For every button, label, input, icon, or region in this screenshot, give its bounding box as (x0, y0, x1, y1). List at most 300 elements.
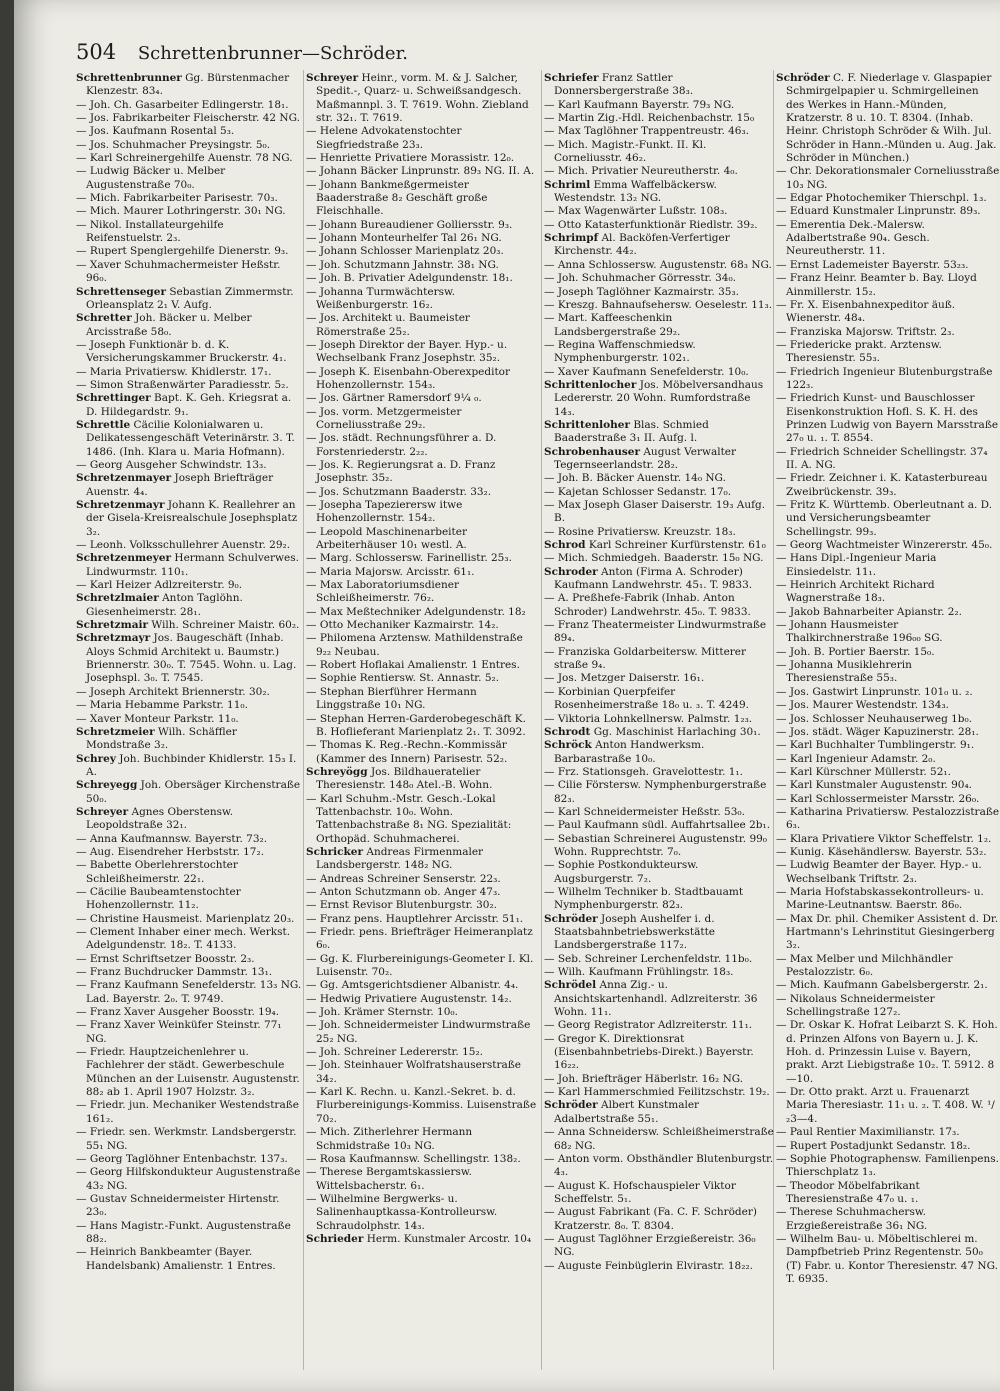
directory-entry (76, 259, 302, 286)
directory-entry (306, 312, 538, 339)
entry-surname: Schrieder (306, 1232, 364, 1245)
entry-surname: Schretzmeier (76, 725, 155, 738)
entry-text: — Jos. vorm. Metzgermeister Corneliusstraße 29₂. (306, 405, 462, 431)
directory-entry (306, 953, 538, 980)
directory-entry (776, 993, 1000, 1020)
entry-text: — Anton Schutzmann ob. Anger 47₃. (306, 885, 501, 898)
entry-text: — Therese Bergamtskassiersw. Wittelsbacherstr. 6₁. (306, 1166, 472, 1192)
directory-entry (776, 326, 1000, 339)
directory-entry (544, 112, 774, 125)
directory-entry (776, 726, 1000, 739)
entry-text: — Otto Mechaniker Kazmairstr. 14₂. (306, 619, 499, 632)
directory-entry (76, 286, 302, 313)
directory-entry (544, 179, 774, 206)
entry-text: — Friedr. pens. Briefträger Heimeranplatz 6₀. (306, 926, 533, 952)
directory-entry (776, 366, 1000, 393)
entry-text: — Joh. B. Bäcker Auenstr. 14₀ NG. (544, 472, 726, 485)
directory-entry (306, 1046, 538, 1059)
directory-entry (776, 793, 1000, 806)
entry-text: — Jos. Gastwirt Linprunstr. 101₀ u. ₂. (776, 685, 973, 698)
entry-text: — Friedrich Schneider Schellingstr. 37₄ II. A. NG. (776, 445, 988, 471)
entry-text: — Wilhelmine Bergwerks- u. Salinenhauptkassa-Kontrolleursw. Schraudolphstr. 14₃. (306, 1192, 498, 1232)
directory-entry (76, 366, 302, 379)
directory-entry (776, 1153, 1000, 1180)
entry-text: — Mart. Kaffeeschenkin Landsbergerstraße 29₂. (544, 312, 681, 338)
entry-text: — Rupert Spenglergehilfe Dienerstr. 9₃. (76, 245, 289, 258)
directory-entry (306, 165, 538, 178)
entry-text: — Joh. Schreiner Ledererstr. 15₂. (306, 1046, 483, 1059)
entry-text: — Rosa Kaufmannsw. Schellingstr. 138₂. (306, 1152, 521, 1165)
entry-text: Jos. Bildhaueratelier Theresienstr. 148₀ Atel.-B. Wohn. (316, 765, 493, 792)
entry-text: — Xaver Schuhmachermeister Heßstr. 96₀. (76, 258, 281, 285)
directory-entry (306, 913, 538, 926)
entry-text: — Jos. Gärtner Ramersdorf 9¼ ₀. (306, 392, 482, 405)
entry-text: — Fritz K. Württemb. Oberleutnant a. D. und Versicherungsbeamter Schellingstr. 99₃. (776, 499, 993, 538)
directory-entry (776, 205, 1000, 218)
directory-entry (76, 1046, 302, 1099)
directory-entry (776, 1206, 1000, 1233)
entry-text: — Fr. X. Eisenbahnexpeditor äuß. Wienerstr. 48₄. (776, 298, 956, 325)
directory-entry (306, 1006, 538, 1019)
entry-text: — Georg Registrator Adlzreiterstr. 11₁. (544, 1019, 753, 1032)
directory-entry (776, 619, 1000, 646)
directory-entry (76, 753, 302, 780)
entry-text: — Thomas K. Reg.-Rechn.-Kommissär (Kammer des Innern) Parisestr. 52₂. (306, 739, 508, 765)
directory-entry (776, 579, 1000, 606)
entry-surname: Schreyögg (306, 765, 368, 778)
directory-entry (544, 299, 774, 312)
entry-text: — Ludwig Beamter der Bayer. Hyp.- u. Wechselbank Triftstr. 2₃. (776, 859, 982, 885)
entry-text: — Stephan Herren-Garderobegeschäft K. B. Hoflieferant Marienplatz 2₁. T. 3092. (306, 712, 526, 738)
directory-entry (76, 1193, 302, 1220)
entry-text: — Therese Schuhmachersw. Erzgießereistraße 36₁ NG. (776, 1206, 928, 1232)
entry-text: — Max Meßtechniker Adelgundenstr. 18₂ (306, 605, 526, 618)
directory-entry (776, 539, 1000, 552)
entry-text: Andreas Firmenmaler Landsbergerstr. 148₂ NG. (316, 845, 484, 872)
directory-entry (76, 886, 302, 913)
directory-entry (306, 366, 538, 393)
directory-entry (544, 219, 774, 232)
entry-text: — Kreszg. Bahnaufsehersw. Oeselestr. 11₃. (544, 298, 773, 311)
column-3 (544, 72, 774, 1384)
directory-entry (76, 1153, 302, 1166)
directory-entry (776, 806, 1000, 833)
entry-text: Karl Schreiner Kurfürstenstr. 61₀ (588, 539, 766, 552)
entry-text: — Max Laboratoriumsdiener Schleißheimerstr. 76₂. (306, 579, 459, 605)
entry-text: — Babette Oberlehrerstochter Schleißheimerstr. 22₁. (76, 859, 238, 885)
entry-surname: Schricker (306, 845, 364, 858)
entry-text: — Franz Heinr. Beamter b. Bay. Lloyd Ainmillerstr. 15₂. (776, 272, 977, 298)
directory-entry (776, 953, 1000, 980)
directory-entry (544, 966, 774, 979)
directory-entry (544, 859, 774, 886)
directory-entry (76, 219, 302, 246)
entry-text: — Marg. Schlossersw. Farinellistr. 25₃. (306, 552, 512, 565)
entry-text: Agnes Oberstensw. Leopoldstraße 32₁. (86, 805, 234, 832)
entry-text: Joh. Bäcker u. Melber Arcisstraße 58₀. (86, 312, 252, 338)
directory-entry (544, 125, 774, 138)
directory-entry (544, 806, 774, 819)
directory-entry (544, 739, 774, 766)
entry-text: — Leopold Maschinenarbeiter Arbeiterhäuser 10₁ westl. A. (306, 525, 467, 552)
entry-surname: Schrettle (76, 418, 131, 431)
directory-entry (544, 646, 774, 673)
entry-surname: Schretzenmeyer (76, 552, 172, 565)
entry-text: — Karl Ingenieur Adamstr. 2₀. (776, 752, 936, 765)
entry-text: — Georg Taglöhner Entenbachstr. 137₃. (76, 1152, 288, 1165)
entry-surname: Schrettenbrunner (76, 72, 182, 84)
directory-entry (544, 499, 774, 526)
directory-entry (76, 339, 302, 366)
directory-entry (544, 1073, 774, 1086)
entry-text: — Christine Hausmeist. Marienplatz 20₃. (76, 912, 295, 925)
entry-surname: Schrod (544, 539, 586, 552)
directory-entry (544, 1206, 774, 1233)
entry-text: — Georg Hilfskondukteur Augustenstraße 43₂ NG. (76, 1166, 301, 1192)
directory-entry (776, 606, 1000, 619)
entry-text: — Joh. Schneidermeister Lindwurmstraße 25₂ NG. (306, 1019, 531, 1045)
entry-text: — Sebastian Schreinerei Augustenstr. 99₀ Wohn. Rupprechtstr. 7₀. (544, 832, 768, 858)
directory-entry (544, 286, 774, 299)
directory-entry (76, 539, 302, 552)
directory-entry (544, 833, 774, 860)
entry-text: — Jos. städt. Wäger Kapuzinerstr. 28₁. (776, 725, 979, 738)
entry-text: Heinr., vorm. M. & J. Salcher, Spedit.-, Quarz- u. Schweißsandgesch. Maßmannpl. 3. T. 7619. Wohn. Ziebland str. 32₁. T. 7619. (316, 72, 529, 125)
directory-entry (76, 472, 302, 499)
entry-text: — Sophie Postkondukteursw. Augsburgerstr. 7₂. (544, 859, 699, 885)
directory-entry (306, 993, 538, 1006)
entry-text: — Max Melber und Milchhändler Pestalozzistr. 6₀. (776, 952, 953, 979)
directory-entry (776, 699, 1000, 712)
entry-text: — Karl Kaufmann Bayerstr. 79₃ NG. (544, 98, 735, 111)
entry-text: Wilh. Schreiner Maistr. 60₂. (151, 619, 300, 632)
directory-entry (306, 713, 538, 740)
entry-text: — Gg. K. Flurbereinigungs-Geometer I. Kl. Luisenstr. 70₂. (306, 952, 534, 979)
directory-entry (306, 873, 538, 886)
entry-text: — Heinrich Architekt Richard Wagnerstraße 18₃. (776, 579, 935, 605)
entry-text: — Otto Katasterfunktionär Riedlstr. 39₂. (544, 218, 758, 231)
entry-text: — Wilh. Kaufmann Frühlingstr. 18₃. (544, 966, 734, 979)
directory-entry (306, 245, 538, 258)
directory-entry (544, 312, 774, 339)
directory-entry (306, 232, 538, 245)
entry-text: Albert Kunstmaler Adalbertstraße 55₁. (554, 1099, 700, 1125)
directory-entry (306, 579, 538, 606)
entry-text: Wilh. Schäffler Mondstraße 3₂. (86, 725, 237, 752)
directory-entry (76, 1246, 302, 1273)
directory-entry (306, 1233, 538, 1246)
entry-surname: Schrodt (544, 725, 591, 738)
directory-page (14, 0, 1000, 1391)
entry-surname: Schrettenseger (76, 285, 166, 298)
entry-text: Joh. Buchbinder Khidlerstr. 15₃ I. A. (86, 752, 297, 778)
entry-text: — Mich. Maurer Lothringerstr. 30₁ NG. (76, 205, 286, 218)
entry-text: Gg. Maschinist Harlaching 30₁. (593, 725, 761, 738)
directory-entry (776, 299, 1000, 326)
entry-surname: Schreyegg (76, 779, 138, 792)
directory-entry (76, 859, 302, 886)
entry-text: — Korbinian Querpfeifer Rosenheimerstraße 18₀ u. ₃. T. 4249. (544, 685, 749, 712)
entry-surname: Schröck (544, 739, 592, 752)
entry-text: — Maria Hofstabskassekontrolleurs- u. Marine-Leutnantsw. Baerstr. 86₀. (776, 885, 984, 912)
column-1 (76, 72, 302, 1384)
page-number: 504 (76, 40, 117, 64)
entry-text: Jos. Möbelversandhaus Ledererstr. 20 Wohn. Rumfordstraße 14₃. (554, 378, 764, 418)
entry-text: — Gregor K. Direktionsrat (Eisenbahnbetriebs-Direkt.) Bayerstr. 16₂₂. (544, 1032, 754, 1072)
directory-entry (776, 646, 1000, 659)
entry-text: — Franz Buchdrucker Dammstr. 13₁. (76, 966, 273, 979)
directory-entry (544, 672, 774, 685)
directory-entry (776, 753, 1000, 766)
directory-entry (544, 713, 774, 726)
entry-text: — Nikol. Installateurgehilfe Reifenstuelstr. 2₃. (76, 218, 224, 245)
entry-text: — Dr. Oskar K. Hofrat Leibarzt S. K. Hoh. d. Prinzen Alfons von Bayern u. J. K. Hoh. d. Prinzessin Luise v. Bayern, prakt. Arzt Liebigstraße 10₂. T. 5912. 8—10. (776, 1019, 998, 1085)
entry-text: — Franziska Goldarbeitersw. Mitterer straße 9₄. (544, 645, 747, 672)
entry-text: — Simon Straßenwärter Paradiesstr. 5₂. (76, 378, 289, 391)
entry-text: Anton Handwerksm. Barbarastraße 10₀. (554, 739, 705, 765)
directory-entry (776, 72, 1000, 165)
entry-text: — Karl Schlossermeister Marsstr. 26₀. (776, 792, 980, 805)
directory-entry (544, 446, 774, 473)
entry-surname: Schretzenmayr (76, 499, 165, 511)
directory-entry (776, 165, 1000, 192)
directory-entry (76, 953, 302, 966)
entry-text: — Karl Hammerschmied Feilitzschstr. 19₂. (544, 1086, 770, 1099)
entry-text: — Friedr. sen. Werkmstr. Landsbergerstr. 55₁ NG. (76, 1126, 297, 1152)
directory-entry (76, 632, 302, 685)
directory-entry (306, 766, 538, 793)
directory-entry (776, 446, 1000, 473)
directory-entry (76, 499, 302, 539)
directory-entry (544, 165, 774, 178)
entry-text: — August Fabrikant (Fa. C. F. Schröder) Kratzerstr. 8₀. T. 8304. (544, 1206, 757, 1232)
directory-entry (544, 379, 774, 419)
entry-text: — Georg Ausgeher Schwindstr. 13₃. (76, 458, 267, 471)
directory-entry (776, 499, 1000, 539)
entry-text: — Joh. Steinhauer Wolfratshauserstraße 34₂. (306, 1059, 521, 1085)
directory-entry (776, 192, 1000, 205)
directory-entry (544, 1153, 774, 1180)
entry-text: — Jos. Architekt u. Baumeister Römerstraße 25₂. (306, 312, 470, 338)
directory-entry (776, 392, 1000, 445)
entry-text: Joseph Briefträger Auenstr. 4₄. (86, 472, 274, 498)
column-divider (303, 70, 304, 1370)
directory-entry (776, 552, 1000, 579)
directory-entry (306, 152, 538, 165)
directory-entry (544, 99, 774, 112)
entry-text: — Hans Magistr.-Funkt. Augustenstraße 88₂. (76, 1219, 291, 1245)
entry-text: — Friedr. Hauptzeichenlehrer u. Fachlehrer der städt. Gewerbeschule München an der Luisenstr. Augustenstr. 88₂ ab 1. April 1907 Holzstr. 3₂. (76, 1046, 300, 1099)
entry-text: — Martin Zig.-Hdl. Reichenbachstr. 15₀ (544, 112, 755, 125)
entry-text: — Johann Bäcker Linprunstr. 89₃ NG. II. A. (306, 165, 535, 178)
directory-entry (544, 472, 774, 485)
directory-entry (76, 1099, 302, 1126)
directory-entry (776, 1180, 1000, 1207)
directory-entry (776, 713, 1000, 726)
directory-entry (776, 259, 1000, 272)
directory-entry (306, 406, 538, 433)
entry-text: Al. Backöfen-Verfertiger Kirchenstr. 44₂. (554, 232, 730, 258)
entry-text: — Gustav Schneidermeister Hirtenstr. 23₀. (76, 1192, 280, 1219)
entry-text: — Maria Majorsw. Arcisstr. 61₁. (306, 565, 475, 578)
directory-entry (306, 339, 538, 366)
entry-text: — Gg. Amtsgerichtsdiener Albanistr. 4₄. (306, 979, 519, 992)
entry-text: — Anna Schlossersw. Augustenstr. 68₃ NG. (544, 258, 772, 271)
directory-entry (306, 793, 538, 846)
entry-text: — Dr. Otto prakt. Arzt u. Frauenarzt Maria Theresiastr. 11₁ u. ₂. T. 408. W. ¹/₂3—4. (776, 1086, 995, 1125)
directory-entry (544, 1126, 774, 1153)
entry-text: — Anna Kaufmannsw. Bayerstr. 73₂. (76, 832, 268, 845)
directory-entry (544, 205, 774, 218)
directory-entry (544, 1233, 774, 1260)
directory-entry (306, 459, 538, 486)
directory-entry (306, 486, 538, 499)
entry-text: Herm. Kunstmaler Arcostr. 10₄ (366, 1232, 532, 1245)
entry-text: — Josepha Tapezierersw itwe Hohenzollernstr. 154₂. (306, 499, 463, 525)
entry-text: Anna Zig.- u. Ansichtskartenhandl. Adlzreiterstr. 36 Wohn. 11₁. (554, 979, 758, 1019)
directory-entry (76, 552, 302, 579)
entry-text: — Sophie Rentiersw. St. Annastr. 5₂. (306, 672, 500, 685)
directory-entry (544, 1086, 774, 1099)
directory-entry (306, 72, 538, 125)
directory-entry (306, 619, 538, 632)
directory-entry (544, 779, 774, 806)
entry-text: — Joh. Schutzmann Jahnstr. 38₁ NG. (306, 258, 499, 271)
directory-entry (76, 459, 302, 472)
entry-text: — Xaver Monteur Parkstr. 11₀. (76, 712, 239, 725)
entry-text: — Seb. Schreiner Lerchenfeldstr. 11b₀. (544, 952, 753, 965)
directory-entry (776, 272, 1000, 299)
entry-text: — Ernst Lademeister Bayerstr. 53₂₃. (776, 258, 969, 271)
directory-entry (306, 886, 538, 899)
entry-surname: Schrobenhauser (544, 445, 640, 458)
directory-entry (76, 619, 302, 632)
directory-entry (776, 219, 1000, 259)
entry-surname: Schröder (544, 1099, 598, 1112)
directory-entry (544, 232, 774, 259)
entry-text: — Kajetan Schlosser Sedanstr. 17₀. (544, 485, 732, 498)
entry-text: — Jos. Schuhmacher Preysingstr. 5₀. (76, 138, 271, 151)
directory-entry (776, 1019, 1000, 1086)
directory-entry (776, 1233, 1000, 1286)
directory-entry (544, 259, 774, 272)
entry-text: — Hans Dipl.-Ingenieur Maria Einsiedelstr. 11₁. (776, 552, 937, 578)
entry-text: — Franz pens. Hauptlehrer Arcisstr. 51₁. (306, 912, 524, 925)
entry-text: — Robert Hoflakai Amalienstr. 1 Entres. (306, 659, 520, 672)
entry-text: — August Taglöhner Erzgießereistr. 36₀ NG. (544, 1232, 756, 1259)
directory-entry (76, 913, 302, 926)
directory-entry (544, 619, 774, 646)
entry-text: — Friedrich Kunst- und Bauschlosser Eisenkonstruktion Hofl. S. K. H. des Prinzen Ludwig von Bayern Marsstraße 27₀ u. ₁. T. 8554. (776, 392, 999, 445)
entry-text: — Friedericke prakt. Arztensw. Theresienstr. 55₃. (776, 338, 942, 365)
directory-entry (76, 72, 302, 99)
directory-entry (544, 592, 774, 619)
entry-text: — Johanna Turmwächtersw. Weißenburgerstr. 16₂. (306, 285, 456, 311)
entry-text: — Andreas Schreiner Senserstr. 22₃. (306, 872, 501, 885)
directory-entry (544, 72, 774, 99)
directory-entry (306, 526, 538, 553)
entry-text: — Jos. Schutzmann Baaderstr. 33₂. (306, 485, 492, 498)
directory-entry (76, 312, 302, 339)
directory-entry (776, 913, 1000, 953)
entry-text: — Franz Theatermeister Lindwurmstraße 89₄. (544, 619, 767, 645)
entry-text: — Johann Schlosser Marienplatz 20₃. (306, 245, 504, 258)
directory-entry (544, 366, 774, 379)
directory-entry (306, 1019, 538, 1046)
entry-surname: Schriefer (544, 72, 599, 84)
entry-text: — Aug. Eisendreher Herbststr. 17₂. (76, 845, 265, 858)
directory-entry (544, 953, 774, 966)
directory-entry (76, 579, 302, 592)
directory-entry (776, 833, 1000, 846)
directory-entry (76, 1166, 302, 1193)
entry-text: — Paul Kaufmann südl. Auffahrtsallee 2b₁. (544, 819, 771, 832)
entry-text: — Edgar Photochemiker Thierschpl. 1₃. (776, 192, 987, 205)
entry-text: — Jos. Metzger Daiserstr. 16₁. (544, 672, 705, 685)
entry-text: — Mich. Kaufmann Gabelsbergerstr. 2₁. (776, 979, 988, 992)
entry-text: — Karl Schuhm.-Mstr. Gesch.-Lokal Tattenbachstr. 10₀. Wohn. Tattenbachstraße 8₁ NG. Spezialität: Orthopäd. Schuhmacherei. (306, 792, 512, 845)
entry-text: — Stephan Bierführer Hermann Linggstraße 10₁ NG. (306, 685, 477, 712)
directory-entry (544, 139, 774, 166)
entry-text: — Joh. B. Portier Baerstr. 15₀. (776, 645, 935, 658)
directory-entry (776, 659, 1000, 686)
directory-entry (544, 272, 774, 285)
directory-entry (76, 112, 302, 125)
directory-entry (76, 205, 302, 218)
directory-entry (544, 1099, 774, 1126)
entry-text: — Friedr. Zeichner i. K. Katasterbureau Zweibrückenstr. 39₃. (776, 472, 988, 498)
entry-text: — Mich. Fabrikarbeiter Parisestr. 70₃. (76, 192, 278, 205)
directory-entry (544, 886, 774, 913)
entry-text: — Johann Hausmeister Thalkirchnerstraße 196₀₀ SG. (776, 619, 943, 645)
entry-text: — Joseph Direktor der Bayer. Hyp.- u. Wechselbank Franz Josephstr. 35₂. (306, 338, 508, 365)
entry-surname: Schrittenlocher (544, 378, 637, 391)
entry-text: — Emerentia Dek.-Malersw. Adalbertstraße 90₄. Gesch. Neureutherstr. 11. (776, 218, 930, 258)
entry-text: — Wilhelm Bau- u. Möbeltischlerei m. Dampfbetrieb Prinz Regentenstr. 50₀ (T) Fabr. u. Kontor Theresienstr. 47 NG. T. 6935. (776, 1232, 998, 1285)
entry-text: — Ludwig Bäcker u. Melber Augustenstraße 70₀. (76, 165, 226, 191)
directory-entry (76, 419, 302, 459)
directory-entry (306, 499, 538, 526)
entry-surname: Schretzmair (76, 619, 149, 632)
entry-text: — Ernst Revisor Blutenburgstr. 30₂. (306, 899, 498, 912)
entry-surname: Schrödel (544, 979, 597, 992)
entry-text: — Joh. Krämer Sternstr. 10₀. (306, 1006, 458, 1019)
entry-text: — Jos. städt. Rechnungsführer a. D. Forstenriederstr. 2₂₂. (306, 432, 497, 458)
entry-text: — Frz. Stationsgeh. Gravelottestr. 1₁. (544, 765, 743, 778)
directory-entry (544, 539, 774, 552)
entry-text: Anton Taglöhn. Giesenheimerstr. 28₁. (86, 592, 243, 618)
entry-text: Joseph Aushelfer i. d. Staatsbahnbetriebswerkstätte Landsbergerstraße 117₂. (554, 912, 716, 952)
entry-text: — Nikolaus Schneidermeister Schellingstraße 127₂. (776, 992, 935, 1019)
directory-entry (306, 179, 538, 219)
entry-text: — Jos. Kaufmann Rosental 5₃. (76, 125, 235, 138)
directory-entry (776, 686, 1000, 699)
entry-text: Joh. Obersäger Kirchenstraße 50₀. (86, 779, 301, 805)
directory-entry (76, 779, 302, 806)
directory-entry (306, 1086, 538, 1126)
directory-entry (306, 286, 538, 313)
entry-text: — Rupert Postadjunkt Sedanstr. 18₂. (776, 1139, 971, 1152)
entry-text: Franz Sattler Donnersbergerstraße 38₃. (554, 72, 694, 98)
directory-entry (306, 1193, 538, 1233)
entry-text: — Karl Schneidermeister Heßstr. 53₀. (544, 805, 745, 818)
entry-surname: Schrey (76, 752, 116, 765)
entry-text: — Rosine Privatiersw. Kreuzstr. 18₃. (544, 525, 736, 538)
entry-text: — Franziska Majorsw. Triftstr. 2₃. (776, 325, 955, 338)
entry-text: — Sophie Photographensw. Familienpens. Thierschplatz 1₃. (776, 1152, 999, 1179)
entry-text: — Karl K. Rechn. u. Kanzl.-Sekret. b. d. Flurbereinigungs-Kommiss. Luisenstraße 70₂. (306, 1086, 537, 1125)
entry-text: — Heinrich Bankbeamter (Bayer. Handelsbank) Amalienstr. 1 Entres. (76, 1246, 276, 1272)
